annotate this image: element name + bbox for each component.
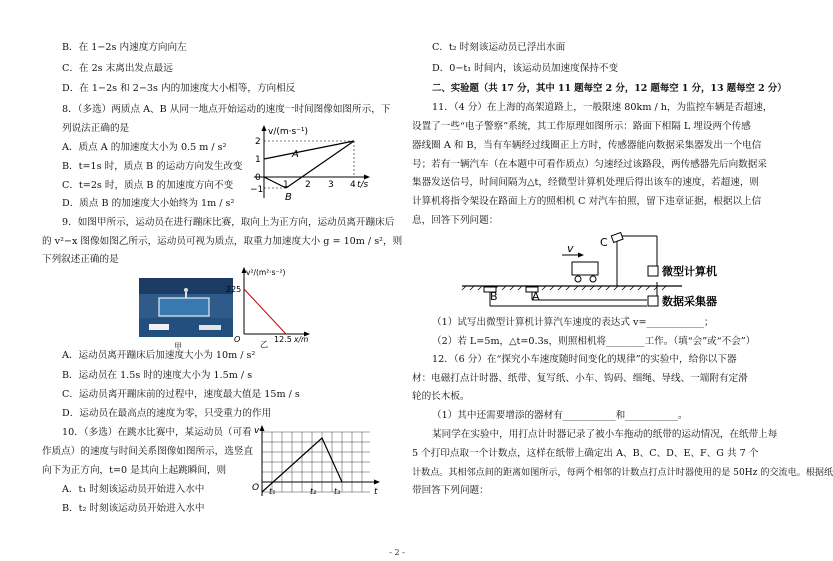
q10-t3: t₃ — [334, 487, 341, 496]
q11-stem-6: 计算机将指令架设在路面上方的照相机 C 对汽车拍照，留下违章证据，根据以上信 — [412, 196, 762, 207]
q8-option-b: B．t=1s 时，质点 B 的运动方向发生改变 — [62, 161, 243, 172]
q9-xunit: x/m — [294, 335, 309, 344]
q8-x3: 3 — [328, 180, 334, 190]
q8-stem-1: 8．（多选）两质点 A、B 从同一地点开始运动的速度一时间图像如图所示，下 — [62, 104, 391, 115]
q10-origin: O — [252, 483, 260, 493]
q11-stem-4: 号；若有一辆汽车（在本题中可看作质点）匀速经过该路段，两传感器先后向数据采 — [412, 159, 767, 170]
q9-option-b: B．运动员在 1.5s 时的速度大小为 1.5m / s — [62, 370, 253, 381]
q10-t2: t₂ — [310, 487, 317, 496]
q11-a-label: A — [532, 290, 540, 303]
q10-option-b: B．t₂ 时刻该运动员开始进入水中 — [62, 503, 205, 514]
q8-y0: 0 — [255, 173, 261, 183]
q11-stem-3: 器线圈 A 和 B，当有车辆经过线圈正上方时，传感器能向数据采集器发出一个电信 — [412, 140, 762, 151]
q12-stem-5: 5 个打印点取一个计数点，这样在纸带上确定出 A、B、C、D、E、F、G 共 7 个 — [412, 448, 759, 459]
q9-stem-1: 9．如图甲所示，运动员在进行蹦床比赛，取向上为正方向，运动员离开蹦床后 — [62, 217, 395, 228]
q8-xlabel: t/s — [357, 180, 369, 190]
q11-stem-2: 设置了一些“电子警察”系统，其工作原理如图所示：路面下相隔 L 埋设两个传感 — [412, 121, 751, 132]
q9-y225: 225 — [226, 285, 242, 294]
q8-ym1: −1 — [250, 185, 264, 195]
q8-x4: 4 — [350, 180, 356, 190]
q11-computer-label: 微型计算机 — [662, 265, 717, 278]
q12-stem-3: 轮的长木板。 — [412, 391, 470, 402]
q11-daq-label: 数据采集器 — [662, 295, 717, 308]
q9-x125: 12.5 — [274, 335, 292, 344]
q11-part-1: （1）试写出微型计算机计算汽车速度的表达式 v=____________； — [432, 317, 714, 328]
q9-v2x-graph — [226, 264, 312, 349]
q10-stem-3: 向下为正方向，t=0 是其向上起跳瞬间，则 — [42, 465, 227, 476]
q8-option-a: A．质点 A 的加速度大小为 0.5 m / s² — [62, 142, 227, 153]
q8-x1: 1 — [283, 180, 289, 190]
q10-t1: t₁ — [269, 487, 276, 496]
q8-vt-graph — [244, 122, 374, 204]
q11-stem-7: 息，回答下列问题： — [412, 215, 499, 226]
q8-y2: 2 — [255, 137, 261, 147]
page-number: - 2 - — [389, 548, 405, 557]
q11-stem-1: 11．（4 分）在上海的高架道路上，一般限速 80km / h，为监控车辆是否超速， — [432, 102, 773, 113]
q10-option-a: A．t₁ 时刻该运动员开始进入水中 — [62, 484, 205, 495]
q11-stem-5: 集器发送信号，时间间隔为△t，经微型计算机处理后得出该车的速度，若超速，则 — [412, 177, 760, 188]
q12-stem-1: 12．（6 分）在“探究小车速度随时间变化的规律”的实验中，给你以下器 — [432, 354, 737, 365]
option-d: D．在 1−2s 和 2−3s 内的加速度大小相等，方向相反 — [62, 83, 296, 94]
q11-part-2: （2）若 L=5m，△t=0.3s，则照相机将________工作。（填“会”或“不会”） — [432, 336, 756, 347]
q8-ylabel: v/(m·s⁻¹) — [268, 127, 309, 137]
q10-stem-1: 10．（多选）在跳水比赛中，某运动员（可看 — [62, 427, 252, 438]
option-c: C．在 2s 末离出发点最远 — [62, 63, 173, 74]
q10-vt-graph — [248, 424, 382, 500]
q8-option-d: D．质点 B 的加速度大小始终为 1m / s² — [62, 198, 235, 209]
q12-part-1: （1）其中还需要增添的器材有___________和___________。 — [432, 410, 688, 421]
q12-stem-7: 带回答下列问题： — [412, 485, 489, 496]
q9-ylabel: v²/(m²·s⁻²) — [246, 268, 286, 277]
q12-stem-2: 材：电磁打点计时器、纸带、复写纸、小车、钩码、细绳、导线、一端附有定滑 — [412, 373, 748, 384]
option-b: B．在 1−2s 内速度方向向左 — [62, 42, 187, 53]
q11-v-label: v — [567, 242, 574, 255]
q9-option-a: A．运动员离开蹦床后加速度大小为 10m / s² — [62, 350, 256, 361]
q8-option-c: C．t=2s 时，质点 B 的加速度方向不变 — [62, 180, 234, 191]
q10-t: t — [374, 487, 378, 497]
q10-option-c: C．t₂ 时刻该运动员已浮出水面 — [432, 42, 566, 53]
section-title: 二、实验题（共 17 分，其中 11 题每空 2 分，12 题每空 1 分，13 题每空 2 分） — [432, 83, 787, 94]
q9-origin: O — [234, 335, 241, 344]
q12-stem-6: 计数点。其相邻点间的距离如图所示，每两个相邻的计数点打点计时器使用的是 50Hz 的交流电。根据纸 — [412, 468, 833, 478]
q10-option-d: D．0−t₁ 时间内，该运动员加速度保持不变 — [432, 63, 619, 74]
q9-caption-jia: 甲 — [174, 342, 182, 351]
q11-c-label: C — [600, 236, 608, 249]
q11-b-label: B — [490, 290, 498, 303]
q12-stem-4: 某同学在实验中，用打点计时器记录了被小车拖动的纸带的运动情况，在纸带上每 — [432, 429, 778, 440]
q9-option-d: D．运动员在最高点的速度为零，只受重力的作用 — [62, 408, 272, 419]
q8-y1: 1 — [255, 155, 261, 165]
q9-option-c: C．运动员离开蹦床前的过程中，速度最大值是 15m / s — [62, 389, 300, 400]
q9-stem-2: 的 v²−x 图像如图乙所示，运动员可视为质点，取重力加速度大小 g = 10m / s²，则 — [42, 236, 403, 247]
q9-trampoline-photo — [139, 278, 233, 337]
q8-x2: 2 — [305, 180, 311, 190]
q8-label-a: A — [292, 149, 299, 160]
q11-electronic-police-diagram — [462, 228, 752, 312]
q8-label-b: B — [285, 192, 292, 203]
q10-v-label: v — [254, 426, 260, 436]
q10-stem-2: 作质点）的速度与时间关系图像如图所示，选竖直 — [42, 446, 254, 457]
q9-stem-3: 下列叙述正确的是 — [42, 254, 119, 265]
q8-stem-2: 列说法正确的是 — [62, 123, 130, 134]
q9-caption-yi: 乙 — [260, 340, 268, 349]
